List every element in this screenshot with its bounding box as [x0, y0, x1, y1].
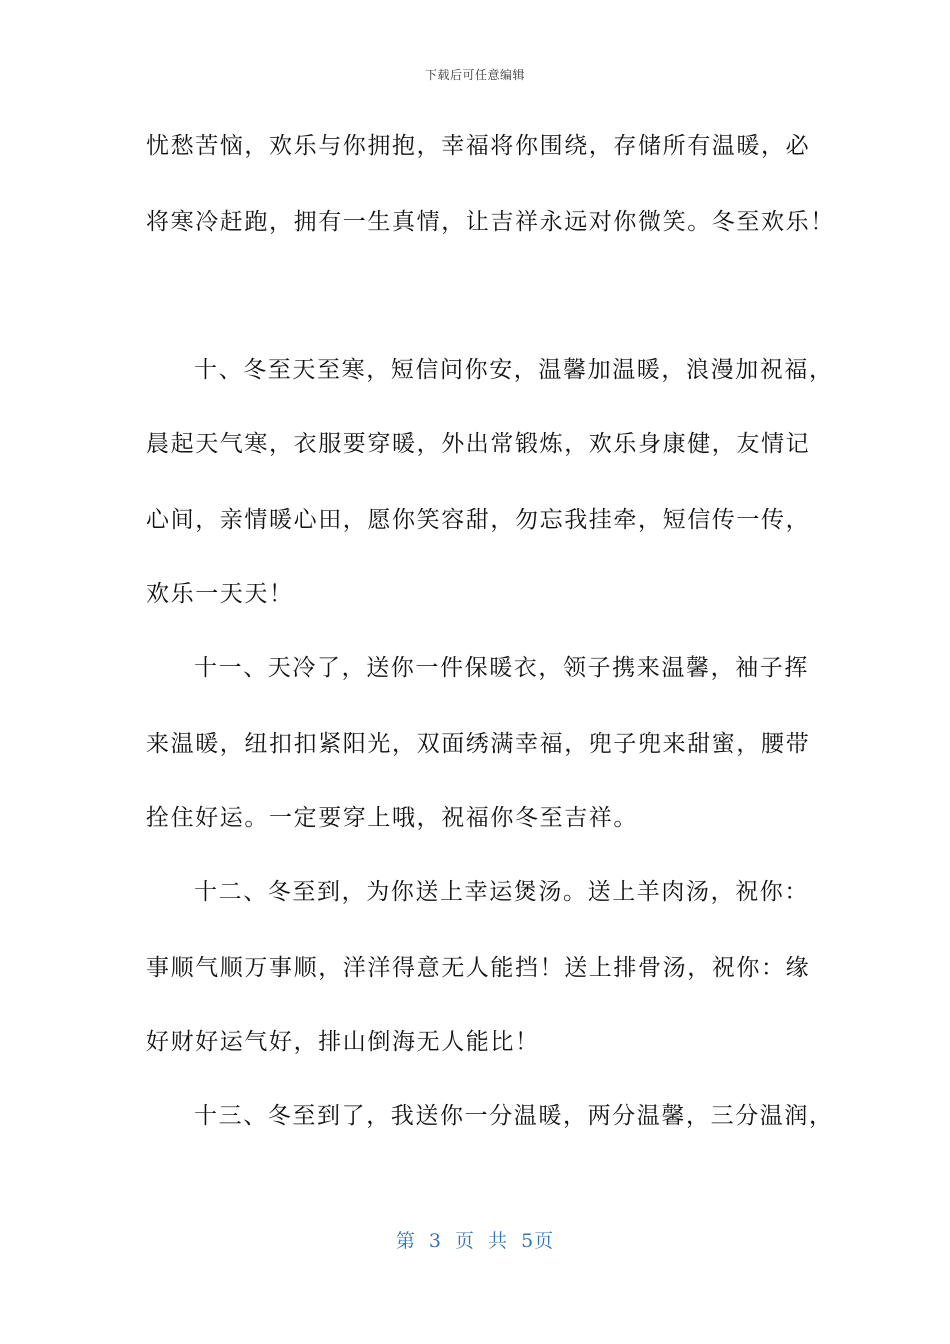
page-header: 下载后可任意编辑: [424, 68, 525, 82]
paragraph-12-start: 十二、冬至到，为你送上幸运煲汤。送上羊肉汤，祝你：: [194, 879, 809, 905]
text-line: 欢乐一天天！: [146, 581, 294, 607]
text-line: 将寒冷赶跑，拥有一生真情，让吉祥永远对你微笑。冬至欢乐！: [146, 209, 835, 235]
text-line: 来温暖，纽扣扣紧阳光，双面绣满幸福，兜子兜来甜蜜，腰带: [146, 731, 811, 757]
page-number: 第 3 页 共 5页: [395, 1230, 555, 1252]
text-line: 事顺气顺万事顺，洋洋得意无人能挡！送上排骨汤，祝你：缘: [146, 955, 811, 981]
text-line: 心间，亲情暖心田，愿你笑容甜，勿忘我挂牵，短信传一传，: [146, 507, 811, 533]
paragraph-11-start: 十一、天冷了，送你一件保暖衣，领子携来温馨，袖子挥: [194, 655, 809, 681]
paragraph-10-start: 十、冬至天至寒，短信问你安，温馨加温暖，浪漫加祝福，: [194, 357, 834, 383]
text-line: 好财好运气好，排山倒海无人能比！: [146, 1029, 540, 1055]
text-line: 忧愁苦恼，欢乐与你拥抱，幸福将你围绕，存储所有温暖，必: [146, 133, 811, 159]
text-line: 拴住好运。一定要穿上哦，祝福你冬至吉祥。: [146, 805, 638, 831]
paragraph-13-start: 十三、冬至到了，我送你一分温暖，两分温馨，三分温润，: [194, 1103, 834, 1129]
text-line: 晨起天气寒，衣服要穿暖，外出常锻炼，欢乐身康健，友情记: [146, 431, 811, 457]
